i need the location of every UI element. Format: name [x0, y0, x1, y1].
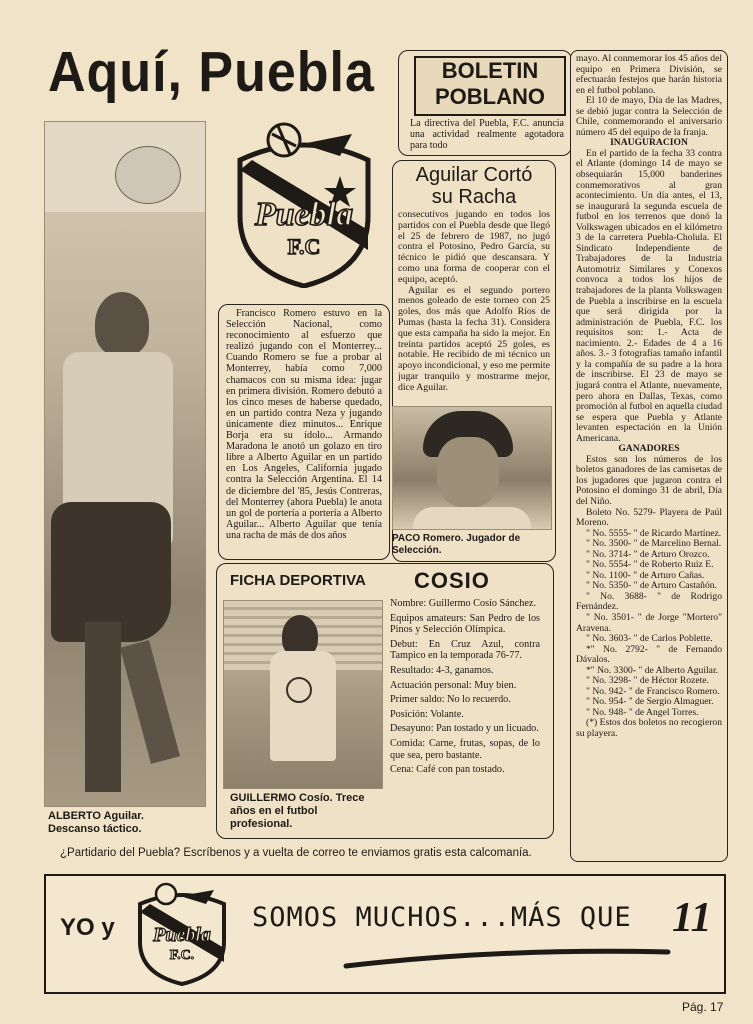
winner-line: " No. 942- " de Francisco Romero.: [586, 685, 720, 697]
winner-line: " No. 954- " de Sergio Almaguer.: [586, 696, 714, 708]
inauguracion-heading: INAUGURACION: [610, 137, 688, 149]
winner-note: (*) Estos dos boletos no recogieron su playera.: [576, 717, 722, 739]
page-headline: Aquí, Puebla: [48, 41, 375, 104]
ficha-line: Cena: Café con pan tostado.: [390, 764, 505, 776]
shield-fc: F.C: [287, 234, 321, 259]
vw-badge-icon: [286, 677, 312, 703]
winner-line: *" No. 2792- " de Fernando Dávalos.: [576, 643, 722, 666]
winner-line: *" No. 3300- " de Alberto Aguilar.: [586, 664, 719, 676]
banner-logo-fc: F.C.: [169, 948, 195, 963]
player-leg: [85, 622, 121, 792]
shield-word: Puebla: [254, 196, 354, 233]
winner-line: " No. 3714- " de Arturo Orozco.: [586, 548, 710, 560]
ficha-details: [390, 598, 540, 776]
banner-yo: YO y: [60, 914, 115, 941]
winner-line: " No. 5554- " de Roberto Ruiz E.: [586, 559, 714, 571]
aguilar-paragraph-2: Aguilar es el segundo portero menos goleado de este torneo con 25 goles, dos más que Adolfo Ríos de Pumas (hasta la fecha 31). Considera que esta campaña ha sido la mejor. En treinta partidos aceptó 25 goles, es notable. He recibido de mi técnico un apoyo incondicional, y eso me permite jugar tranquilo y mostrarme mejor, dice Aguilar.: [398, 284, 550, 393]
paco-jersey: [413, 507, 531, 530]
sticker-banner: [44, 874, 726, 994]
boletin-title-line1: BOLETIN: [441, 58, 539, 83]
ficha-line: Desayuno: Pan tostado y un licuado.: [390, 723, 539, 735]
ficha-line: Comida: Carne, frutas, sopas, de lo que sea, pero bastante.: [390, 737, 540, 761]
boletin-title: [414, 56, 566, 116]
player-knee: [120, 640, 180, 764]
paco-romero-photo: [392, 406, 552, 530]
aguilar-title-line1: Aguilar Cortó: [415, 164, 533, 186]
banner-underline-stroke: [342, 942, 672, 972]
guillermo-caption: GUILLERMO Cosío. Trece años en el futbol profesional.: [230, 792, 365, 830]
aguilar-paragraph-1: consecutivos jugando en todos los partidos con el Puebla desde que llegó el 25 de febrero de 1987, no jugó contra el Potosino, Pedro García, su técnico le pidió que descansara. Y como una forma de cooperar con el equipo, aceptó.: [398, 209, 550, 285]
winner-line: " No. 3603- " de Carlos Poblette.: [586, 633, 713, 645]
winner-line: " No. 1100- " de Arturo Cañas.: [586, 569, 705, 581]
sticker-offer: ¿Partidario del Puebla? Escríbenos y a vuelta de correo te enviamos gratis esta calcomanía.: [60, 847, 532, 859]
player-shorts: [51, 502, 171, 642]
right-paragraph-2: El 10 de mayo, Día de las Madres, se debió jugar contra la Selección de Chile, conmemorando el aniversario número 45 del equipo de la franja.: [576, 95, 722, 138]
page-number: Pág. 17: [682, 1000, 724, 1014]
romero-paragraph: Francisco Romero estuvo en la Selección Nacional, como reconocimiento al esfuerzo que realizó jugando con el Monterrey... Cuando Romero se fue a probar al Monterrey, había como 7,000 chamacos con su misma idea: jugar en primera división. Romero debutó a los cinco meses de haberse quedado, en un partido contra Neza y jugando únicamente diez minutos... Enrique Borja era su ídolo... Armando Maradona le anotó un golazo en tiro libre a Alberto Aguilar en un partido en Los Angeles, California jugado contra la Selección Argentina. El 14 de diciembre del '85, Jesús Contreras, del Monterrey (ahora Puebla) le anota un gol de portería a portería a Alberto Aguilar... Alberto Aguilar que tenía una racha de más de dos años: [226, 308, 382, 541]
paco-caption: PACO Romero. Jugador de Selección.: [392, 533, 521, 556]
winner-line: " No. 948- " de Angel Torres.: [586, 706, 699, 718]
ficha-line: Debut: En Cruz Azul, contra Tampico en la temporada 76-77.: [390, 638, 540, 662]
winner-line: " No. 5555- " de Ricardo Martínez.: [586, 527, 722, 539]
winner-line: Boleto No. 5279- Playera de Paúl Moreno.: [576, 506, 722, 529]
ficha-line: Primer saldo: No lo recuerdo.: [390, 694, 511, 706]
paco-face: [437, 437, 499, 507]
boletin-intro: La directiva del Puebla, F.C. anuncia una actividad realmente agotadora para todo: [410, 118, 564, 151]
winner-line: " No. 5350- " de Arturo Castañón.: [586, 580, 717, 592]
winner-line: " No. 3500- " de Marcelino Bernal.: [586, 538, 722, 550]
ganadores-heading: GANADORES: [618, 443, 680, 455]
winner-line: " No. 3501- " de Jorge "Mortero" Aravena.: [576, 611, 722, 634]
right-paragraph-1: mayo. Al conmemorar los 45 años del equipo en Primera División, se efectuarán festejos que harán historia en el futbol poblano.: [576, 53, 722, 96]
banner-slogan: SOMOS MUCHOS...MÁS QUE: [252, 902, 632, 933]
cosio-jersey: [270, 651, 336, 761]
right-paragraph-3: En el partido de la fecha 33 contra el Atlante (domingo 14 de mayo se obsequiarán 15,000 banderines conmemorativos al gran acontecimiento. Un día antes, el 13, se inaugurará la segunda escuela de futbol en los terrenos que donó la Volkswagen ubicados en el kilómetro 3 de la carretera Puebla-Cholula. El Sindicato Independiente de Trabajadores de la Industria Automotriz Similares y Conexos convoca a todos los hijos de trabajadores de la planta Volkswagen de Puebla a inscribirse en la escuela que será dirigida por la administración de Puebla, F.C. los requisitos son: 1.- Acta de nacimiento. 2.- Edades de 4 a 16 años. 3.- 3 fotografías tamaño infantil y la compañía de su padre a la hora de inscribirse. El 23 de mayo se jugará contra el Atlante, nuevamente, pero ahora en Dallas, Texas, como promoción al futbol en aquella ciudad se espera que Puebla y Atlante levanten espectación en la Unión Americana.: [576, 147, 722, 444]
banner-logo-word: Puebla: [153, 924, 211, 946]
boletin-title-line2: POBLANO: [435, 84, 545, 109]
ficha-line: Equipos amateurs: San Pedro de los Pinos y Selección Olímpica.: [390, 612, 540, 636]
aguilar-title-line2: su Racha: [431, 186, 517, 208]
ficha-label: FICHA DEPORTIVA: [230, 572, 366, 589]
aguilar-story-title: [396, 164, 552, 208]
alberto-aguilar-photo: [44, 121, 206, 807]
ficha-line: Posición: Volante.: [390, 708, 464, 720]
player-head: [95, 292, 149, 356]
guillermo-cosio-photo: [223, 600, 383, 789]
right-column-text: [576, 54, 722, 740]
ficha-line: Resultado: 4-3, ganamos.: [390, 664, 494, 676]
ball-graphic: [115, 146, 181, 204]
right-paragraph-4: Estos son los números de los boletos ganadores de las camisetas de los jugadores que jugaron contra el Potosino el domingo 31 de abril, Día del Niño.: [576, 453, 722, 507]
winner-line: " No. 3298- " de Héctor Rozete.: [586, 675, 709, 687]
alberto-caption: ALBERTO Aguilar. Descanso táctico.: [48, 810, 144, 835]
aguilar-story-body: [398, 210, 550, 394]
ficha-line: Actuación personal: Muy bien.: [390, 679, 517, 691]
ficha-line: Nombre: Guillermo Cosío Sánchez.: [390, 598, 536, 609]
ficha-player-name: COSIO: [414, 568, 490, 593]
romero-story-body: [226, 308, 382, 541]
banner-number: 11: [672, 895, 712, 941]
winner-line: " No. 3688- " de Rodrigo Fernández.: [576, 590, 722, 613]
